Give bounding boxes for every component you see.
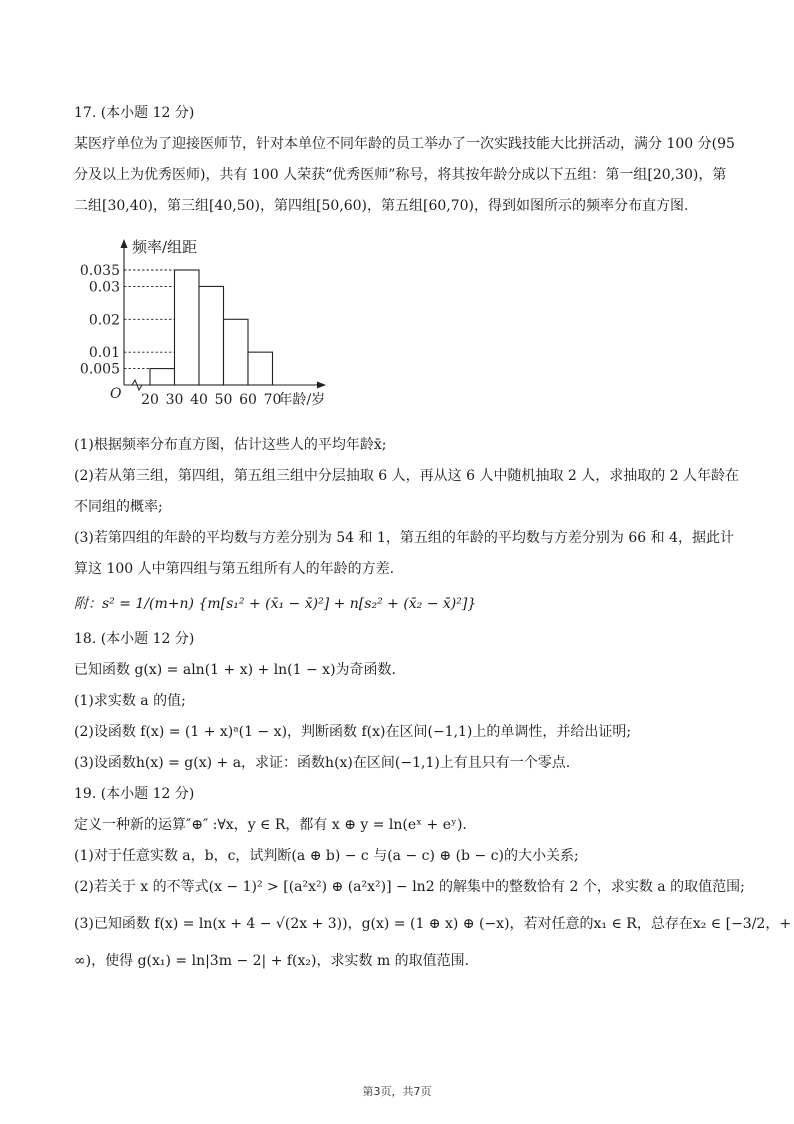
x-axis-title: 年龄/岁 bbox=[278, 392, 326, 408]
y-axis-arrow bbox=[121, 239, 128, 248]
y-tick-label: 0.02 bbox=[88, 312, 120, 329]
q19-stem: 定义一种新的运算″⊕″ :∀x，y ∈ R，都有 x ⊕ y = ln(eˣ + eʸ). bbox=[74, 817, 467, 833]
origin-label: O bbox=[110, 386, 122, 402]
x-tick-label: 60 bbox=[239, 392, 257, 408]
y-axis-title: 频率/组距 bbox=[132, 238, 198, 256]
x-axis-arrow bbox=[317, 382, 326, 389]
q17-part2-line1: (2)若从第三组，第四组，第五组三组中分层抽取 6 人，再从这 6 人中随机抽取 2 人，求抽取的 2 人年龄在 bbox=[74, 468, 740, 484]
x-tick-label: 70 bbox=[263, 392, 282, 408]
q19-header: 19. (本小题 12 分) bbox=[74, 786, 195, 802]
q17-appendix-formula: 附：s² = 1/(m+n) {m[s₁² + (x̄₁ − x̄)²] + n[s₂² + (x̄₂ − x̄)²]} bbox=[74, 596, 477, 612]
q19-part3-line1: (3)已知函数 f(x) = ln(x + 4 − √(2x + 3))，g(x) = (1 ⊕ x) ⊕ (−x)，若对任意的x₁ ∈ R，总存在x₂ ∈ [−3/2，+ bbox=[74, 916, 792, 932]
q19-part2: (2)若关于 x 的不等式(x − 1)² > [(a²x²) ⊕ (a²x²)] − ln2 的解集中的整数恰有 2 个，求实数 a 的取值范围; bbox=[74, 879, 745, 895]
y-tick-label: 0.035 bbox=[79, 263, 120, 279]
bar-50-60 bbox=[224, 319, 249, 385]
x-tick-label: 40 bbox=[190, 392, 208, 408]
bar-30-40 bbox=[175, 270, 200, 385]
q17-part1: (1)根据频率分布直方图，估计这些人的平均年龄x̄; bbox=[74, 437, 387, 453]
y-tick-label: 0.03 bbox=[88, 279, 120, 296]
q19-part3-line2: ∞)，使得 g(x₁) = ln|3m − 2| + f(x₂)，求实数 m 的取值范围. bbox=[74, 953, 470, 969]
bar-20-30 bbox=[150, 369, 175, 385]
q17-part3-line1: (3)若第四组的年龄的平均数与方差分别为 54 和 1，第五组的年龄的平均数与方差分别为 66 和 4，据此计 bbox=[74, 530, 734, 546]
frequency-histogram bbox=[74, 232, 364, 412]
q18-part1: (1)求实数 a 的值; bbox=[74, 693, 186, 709]
y-tick-label: 0.005 bbox=[79, 361, 120, 378]
x-tick-label: 30 bbox=[165, 392, 184, 408]
page-footer: 第3页，共7页 bbox=[362, 1085, 432, 1098]
q17-stem-line1: 某医疗单位为了迎接医师节，针对本单位不同年龄的员工举办了一次实践技能大比拼活动，满分 100 分(95 bbox=[74, 136, 735, 152]
q18-header: 18. (本小题 12 分) bbox=[74, 631, 195, 647]
q17-header: 17. (本小题 12 分) bbox=[74, 105, 195, 121]
y-tick-label: 0.01 bbox=[88, 345, 120, 362]
q19-part1: (1)对于任意实数 a，b，c，试判断(a ⊕ b) − c 与(a − c) ⊕ (b − c)的大小关系; bbox=[74, 848, 579, 864]
q18-part3: (3)设函数h(x) = g(x) + a，求证：函数h(x)在区间(−1,1)上有且只有一个零点. bbox=[74, 755, 571, 771]
bar-60-70 bbox=[248, 352, 273, 385]
x-tick-label: 20 bbox=[141, 392, 159, 408]
q17-part3-line2: 算这 100 人中第四组与第五组所有人的年龄的方差. bbox=[74, 561, 395, 577]
q17-stem-line2: 分及以上为优秀医师)，共有 100 人荣获“优秀医师”称号，将其按年龄分成以下五组：第一组[20,30)，第 bbox=[74, 167, 727, 183]
q17-part2-line2: 不同组的概率; bbox=[74, 499, 163, 515]
q18-part2: (2)设函数 f(x) = (1 + x)ᵃ(1 − x)，判断函数 f(x)在区间(−1,1)上的单调性，并给出证明; bbox=[74, 724, 632, 740]
x-tick-label: 50 bbox=[214, 392, 233, 408]
q18-stem: 已知函数 g(x) = aln(1 + x) + ln(1 − x)为奇函数. bbox=[74, 662, 396, 678]
bar-40-50 bbox=[199, 286, 224, 385]
q17-stem-line3: 二组[30,40)，第三组[40,50)，第四组[50,60)，第五组[60,70)，得到如图所示的频率分布直方图. bbox=[74, 198, 689, 214]
